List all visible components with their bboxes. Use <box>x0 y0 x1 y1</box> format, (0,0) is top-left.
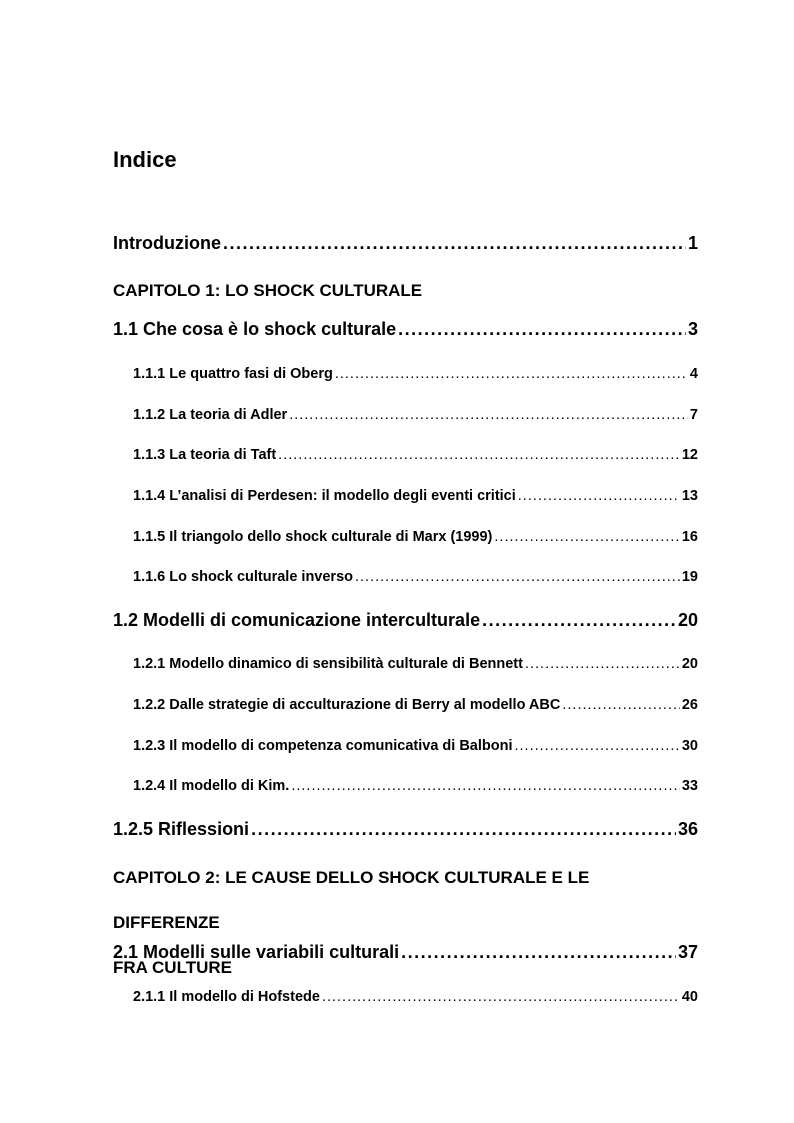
toc-leader-dots <box>278 447 680 463</box>
toc-entry-text: 1.1.1 Le quattro fasi di Oberg <box>133 366 333 382</box>
toc-entry-1-1-3[interactable] <box>133 447 698 463</box>
toc-leader-dots <box>518 488 680 504</box>
toc-page-number: 13 <box>681 488 698 504</box>
toc-entry-text: 1.2.5 Riflessioni <box>113 819 250 839</box>
toc-leader-dots <box>289 407 688 423</box>
toc-entry-1-1-1[interactable] <box>133 366 698 382</box>
toc-page-number: 1 <box>687 233 698 253</box>
toc-entry-1-1-4[interactable] <box>133 488 698 504</box>
toc-title: Indice <box>113 147 177 172</box>
toc-chapter-2-line-1: CAPITOLO 2: LE CAUSE DELLO SHOCK CULTURALE E LE DIFFERENZE <box>113 868 590 932</box>
toc-page-number: 26 <box>681 697 698 713</box>
toc-entry-2-1-1[interactable] <box>133 989 698 1005</box>
toc-page-number: 7 <box>689 407 698 423</box>
toc-entry-1-2-2[interactable] <box>133 697 698 713</box>
toc-entry-text: 2.1.1 Il modello di Hofstede <box>133 989 320 1005</box>
toc-page-number: 40 <box>681 989 698 1005</box>
toc-entry-1-2-3[interactable] <box>133 738 698 754</box>
toc-leader-dots <box>251 819 676 840</box>
toc-entry-text: 1.1.3 La teoria di Taft <box>133 447 277 463</box>
toc-page-number: 37 <box>677 942 698 962</box>
toc-entry-text: 1.2.3 Il modello di competenza comunicativa di Balboni <box>133 738 513 754</box>
toc-page-number: 19 <box>681 569 698 585</box>
toc-entry-1-2-4[interactable] <box>133 778 698 794</box>
toc-page-number: 4 <box>689 366 698 382</box>
toc-entry-1-2-1[interactable] <box>133 656 698 672</box>
toc-leader-dots <box>515 738 680 754</box>
toc-page-number: 33 <box>681 778 698 794</box>
toc-leader-dots <box>335 366 688 382</box>
toc-entry-1-1-2[interactable] <box>133 407 698 423</box>
toc-chapter-2-line-2: FRA CULTURE <box>113 958 232 977</box>
toc-entry-text: 1.1.4 L’analisi di Perdesen: il modello degli eventi critici <box>133 488 516 504</box>
toc-page-number: 16 <box>681 529 698 545</box>
toc-page-number: 20 <box>677 610 698 630</box>
toc-leader-dots <box>398 319 686 340</box>
toc-leader-dots <box>223 233 686 254</box>
toc-leader-dots <box>525 656 680 672</box>
toc-entry-text: CAPITOLO 1: LO SHOCK CULTURALE <box>113 281 423 300</box>
toc-entry-1-2-5[interactable] <box>113 819 698 840</box>
toc-entry-text: 1.1.5 Il triangolo dello shock culturale di Marx (1999) <box>133 529 493 545</box>
toc-leader-dots <box>562 697 680 713</box>
toc-entry-text: 1.1.6 Lo shock culturale inverso <box>133 569 353 585</box>
toc-entry-text: 1.1.2 La teoria di Adler <box>133 407 288 423</box>
toc-leader-dots <box>322 989 680 1005</box>
toc-entry-1-1-5[interactable] <box>133 529 698 545</box>
toc-entry-text: 1.2 Modelli di comunicazione interculturale <box>113 610 481 630</box>
toc-entry-text: 1.2.1 Modello dinamico di sensibilità culturale di Bennett <box>133 656 523 672</box>
toc-entry-text: Introduzione <box>113 233 221 253</box>
toc-leader-dots <box>291 778 680 794</box>
toc-entry-2-1[interactable] <box>113 942 698 963</box>
toc-entry-text: 2.1 Modelli sulle variabili culturali <box>113 942 400 962</box>
toc-leader-dots <box>401 942 676 963</box>
toc-entry-1-1[interactable] <box>113 319 698 340</box>
toc-entry-1-1-6[interactable] <box>133 569 698 585</box>
toc-entry-text: 1.1 Che cosa è lo shock culturale <box>113 319 397 339</box>
toc-page-number: 12 <box>681 447 698 463</box>
toc-page-number: 36 <box>677 819 698 839</box>
toc-page-number: 3 <box>687 319 698 339</box>
toc-leader-dots <box>355 569 680 585</box>
toc-chapter-1-heading[interactable] <box>113 281 698 301</box>
toc-entry-text: 1.2.4 Il modello di Kim. <box>133 778 290 794</box>
toc-leader-dots <box>482 610 676 631</box>
toc-entry-1-2[interactable] <box>113 610 698 631</box>
toc-page-number: 30 <box>681 738 698 754</box>
toc-chapter-2-heading[interactable] <box>113 855 698 990</box>
toc-entry-introduzione[interactable] <box>113 233 698 254</box>
toc-page-number: 20 <box>681 656 698 672</box>
toc-leader-dots <box>494 529 679 545</box>
toc-entry-text: 1.2.2 Dalle strategie di acculturazione di Berry al modello ABC <box>133 697 561 713</box>
